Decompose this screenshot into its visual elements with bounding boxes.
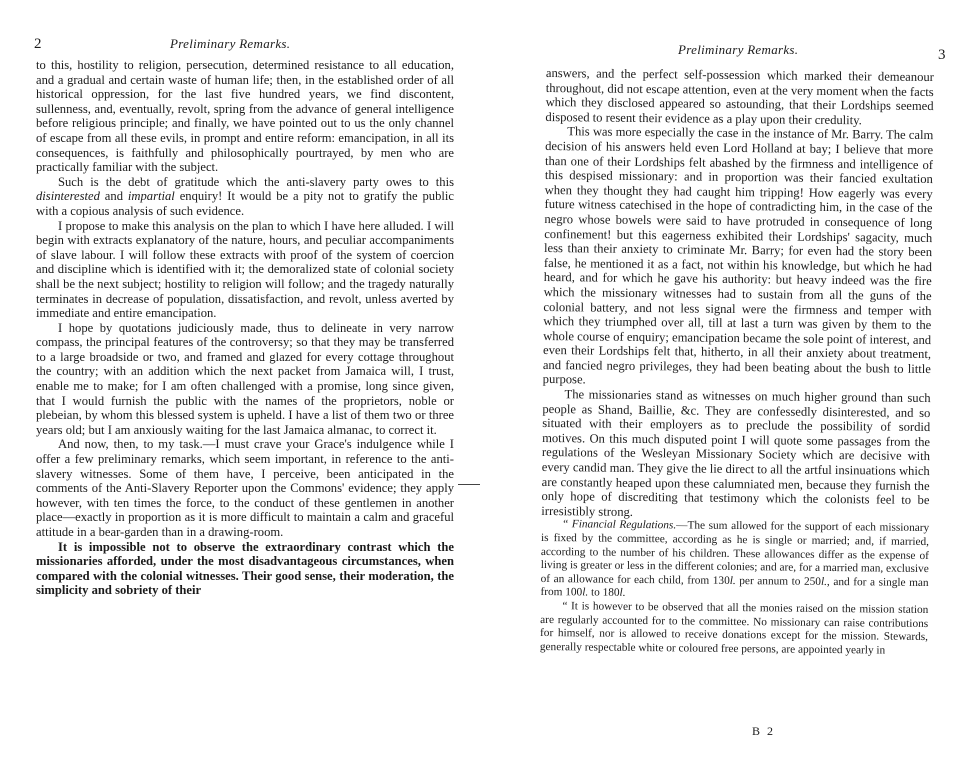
page-number: 2 xyxy=(34,36,42,52)
right-page xyxy=(490,0,980,760)
running-head: Preliminary Remarks. xyxy=(170,36,291,51)
paragraph: This was more especially the case in the instance of Mr. Barry. The calm decision of his answers held even Lord Holland at bay; I believe that more than one of their Lordships felt abashed by the firmness and intelligence of this despised missionary: and in proportion was their fancied exultation when they thought they had caught him tripping! How eagerly was every future witness catechised in the hope of contradicting him, in the case of the negro whose bowels were said to have protruded in consequence of long confinement! but this eagerness exhibited their Lordships' sagacity, much less than their anxiety to criminate Mr. Barry; for even had the story been false, he mentioned it as a fact, not within his knowledge, but which he had heard, and for which he gave his authority: but heavy indeed was the fire which the missionary witnesses had to sustain from all the guns of the colonial battery, and not less signal were the firmness and temper with which they triumphed over all, till at last a turn was given by them to the whole course of enquiry; emancipation became the sole point of interest, and even their Lordships felt that, hitherto, in all their anxiety about treatment, and fancied negro privileges, they had been beating about the bush to little purpose. xyxy=(542,124,934,387)
body-text xyxy=(540,66,934,658)
paragraph: It is impossible not to observe the extraordinary contrast which the missionaries afforded, under the most disadvantageous circumstances, when compared with the colonial witnesses. Their good sense, their moderation, the simplicity and sobriety of their xyxy=(36,539,454,598)
gutter-line xyxy=(458,484,480,485)
page-number: 3 xyxy=(938,47,946,63)
paragraph: to this, hostility to religion, persecution, determined resistance to all education, and a gradual and certain waste of human life; then, in the established order of all historical oppression, for the last five hundred years, we find discontent, sullenness, and, eventually, revolt, spring from the advance of general intelligence before religious principle; and finally, we have pointed out to us the only channel of escape from all these evils, in prompt and entire reform: emancipation, in all its consequences, is faithfully and philosophically pourtrayed, by men who are practically familiar with the subject. xyxy=(36,58,454,175)
paragraph: And now, then, to my task.—I must crave your Grace's indulgence while I offer a few preliminary remarks, which seem important, in reference to the anti-slavery witnesses. Some of them have, I perceive, been anticipated in the comments of the Anti-Slavery Reporter upon the Commons' evidence; they apply however, with ten times the force, to the conduct of these gentlemen in another place—exactly in proportion as it is more difficult to maintain a calm and graceful attitude in a bear-garden than in a drawing-room. xyxy=(36,437,454,539)
paragraph: The missionaries stand as witnesses on much higher ground than such people as Shand, Baillie, &c. They are confessedly disinterested, and so situated with their employers as to preclude the possibility of sordid motives. On this much disputed point I will quote some passages from the regulations of the Wesleyan Missionary Society which are decisive with every candid man. They give the lie direct to all the artful insinuations which are constantly heaped upon these calumniated men, because they furnish the only hope of discrediting that testimony which the colonists feel to be irresistibly strong. xyxy=(541,387,931,519)
paragraph: “ It is however to be observed that all the monies raised on the mission station are regularly accounted for to the committee. No missionary can raise contributions for himself, nor is allowed to receive donations except for the mission. Stewards, generally respectable white or coloured free persons, are appointed yearly in xyxy=(539,600,929,657)
running-head: Preliminary Remarks. xyxy=(678,42,799,57)
paragraph: Such is the debt of gratitude which the anti-slavery party owes to this disinterested and impartial enquiry! It would be a pity not to gratify the public with a copious analysis of such evidence. xyxy=(36,174,454,218)
left-page xyxy=(0,0,478,760)
paragraph: “ Financial Regulations.—The sum allowed for the support of each missionary is fixed by the committee, according as he is single or married; and, if married, according to the number of his children. These allowances differ as the expense of living is greater or less in the different colonies; and are, for a married man, exclusive of an allowance for each child, from 130l. per annum to 250l., and for a single man from 100l. to 180l. xyxy=(540,518,930,600)
signature-mark: B 2 xyxy=(752,724,776,738)
paragraph: I propose to make this analysis on the plan to which I have here alluded. I will begin with extracts explanatory of the nature, hours, and peculiar accompaniments of slave labour. I will follow these extracts with proof of the system of coercion and discipline which is identified with it; the demoralized state of colonial society shall be the next subject; hostility to religion will follow; and the tragedy naturally terminates in decrease of population, dissatisfaction, and revolt, unless averted by immediate and entire emancipation. xyxy=(36,218,454,321)
paragraph: answers, and the perfect self-possession which marked their demeanour throughout, did not escape attention, even at the very moment when the facts which they disclosed appeared so astounding, that their Lordships seemed disposed to resent their evidence as a play upon their credulity. xyxy=(545,66,934,128)
body-text xyxy=(36,58,454,598)
paragraph: I hope by quotations judiciously made, thus to delineate in very narrow compass, the principal features of the controversy; so that they may be transferred to a large broadside or two, and framed and glazed for every cottage throughout the country; with an addition which the next packet from Jamaica will, I trust, enable me to make; for I am often challenged with a promise, long since given, that I would furnish the public with the names of the proprietors, noble or plebeian, by whom this blessed system is upheld. I have a list of them two or three years old; but I am anxiously waiting for the last Jamaica almanac, to correct it. xyxy=(36,320,454,437)
